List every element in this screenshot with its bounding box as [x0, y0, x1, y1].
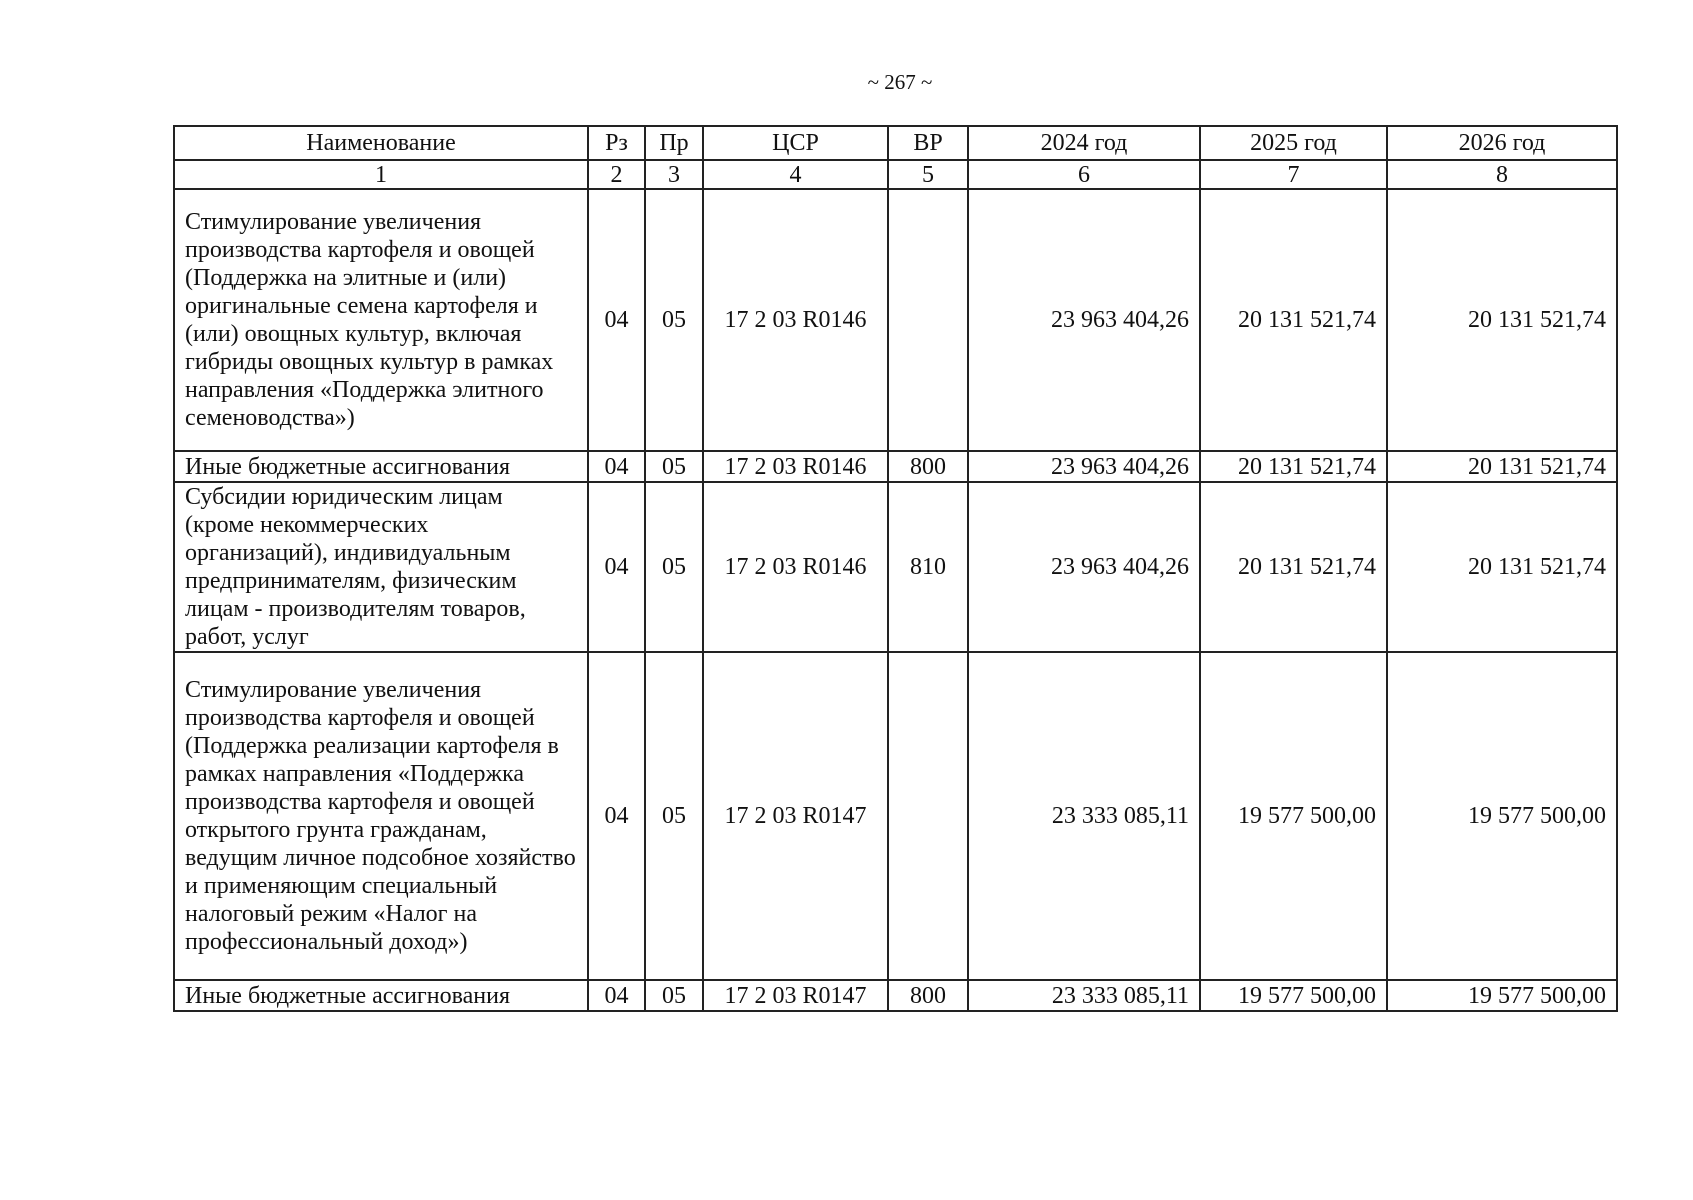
row-vr-cell: [888, 189, 968, 451]
row-csr-cell: 17 2 03 R0146: [703, 189, 888, 451]
column-number-cell: 7: [1200, 160, 1387, 189]
row-rz-cell: 04: [588, 189, 645, 451]
column-number-cell: 2: [588, 160, 645, 189]
row-rz-cell: 04: [588, 652, 645, 980]
row-vr-cell: 800: [888, 980, 968, 1011]
row-rz-cell: 04: [588, 482, 645, 652]
row-pr-cell: 05: [645, 189, 703, 451]
row-name-cell: Стимулирование увеличения производства картофеля и овощей (Поддержка на элитные и (или) оригинальные семена картофеля и (или) овощных культур, включая гибриды овощных культур в рамках направления «Поддержка элитного семеноводства»): [174, 189, 588, 451]
row-name-cell: Стимулирование увеличения производства картофеля и овощей (Поддержка реализации картофеля в рамках направления «Поддержка производства картофеля и овощей открытого грунта гражданам, ведущим личное подсобное хозяйство и применяющим специальный налоговый режим «Налог на профессиональный доход»): [174, 652, 588, 980]
table-row: [174, 451, 1617, 482]
table-row: [174, 652, 1617, 980]
row-amount-2026-cell: 19 577 500,00: [1387, 652, 1617, 980]
header-cell-rz: Рз: [588, 126, 645, 160]
header-cell-csr: ЦСР: [703, 126, 888, 160]
column-number-row: [174, 160, 1617, 189]
row-amount-2024-cell: 23 963 404,26: [968, 482, 1200, 652]
row-amount-2026-cell: 19 577 500,00: [1387, 980, 1617, 1011]
row-vr-cell: 800: [888, 451, 968, 482]
column-number-cell: 6: [968, 160, 1200, 189]
budget-table: [173, 125, 1618, 1012]
column-number-cell: 4: [703, 160, 888, 189]
table-row: [174, 980, 1617, 1011]
header-cell-pr: Пр: [645, 126, 703, 160]
column-number-cell: 5: [888, 160, 968, 189]
header-cell-vr: ВР: [888, 126, 968, 160]
row-amount-2025-cell: 20 131 521,74: [1200, 189, 1387, 451]
header-cell-2024: 2024 год: [968, 126, 1200, 160]
row-csr-cell: 17 2 03 R0147: [703, 652, 888, 980]
table-row: [174, 482, 1617, 652]
row-amount-2024-cell: 23 333 085,11: [968, 980, 1200, 1011]
row-amount-2025-cell: 20 131 521,74: [1200, 451, 1387, 482]
row-name-cell: Субсидии юридическим лицам (кроме некоммерческих организаций), индивидуальным предпринимателям, физическим лицам - производителям товаров, работ, услуг: [174, 482, 588, 652]
row-name-cell: Иные бюджетные ассигнования: [174, 980, 588, 1011]
row-name-cell: Иные бюджетные ассигнования: [174, 451, 588, 482]
page-number: ~ 267 ~: [867, 70, 933, 94]
header-cell-2026: 2026 год: [1387, 126, 1617, 160]
row-amount-2025-cell: 19 577 500,00: [1200, 980, 1387, 1011]
row-csr-cell: 17 2 03 R0146: [703, 482, 888, 652]
header-cell-name: Наименование: [174, 126, 588, 160]
column-number-cell: 3: [645, 160, 703, 189]
row-pr-cell: 05: [645, 451, 703, 482]
row-vr-cell: 810: [888, 482, 968, 652]
header-row: [174, 126, 1617, 160]
row-rz-cell: 04: [588, 980, 645, 1011]
row-amount-2024-cell: 23 963 404,26: [968, 189, 1200, 451]
header-cell-2025: 2025 год: [1200, 126, 1387, 160]
column-number-cell: 1: [174, 160, 588, 189]
row-amount-2024-cell: 23 963 404,26: [968, 451, 1200, 482]
row-amount-2025-cell: 19 577 500,00: [1200, 652, 1387, 980]
row-rz-cell: 04: [588, 451, 645, 482]
row-amount-2025-cell: 20 131 521,74: [1200, 482, 1387, 652]
row-amount-2026-cell: 20 131 521,74: [1387, 451, 1617, 482]
row-amount-2026-cell: 20 131 521,74: [1387, 482, 1617, 652]
row-vr-cell: [888, 652, 968, 980]
row-csr-cell: 17 2 03 R0146: [703, 451, 888, 482]
row-pr-cell: 05: [645, 652, 703, 980]
row-amount-2026-cell: 20 131 521,74: [1387, 189, 1617, 451]
row-amount-2024-cell: 23 333 085,11: [968, 652, 1200, 980]
row-pr-cell: 05: [645, 980, 703, 1011]
table-row: [174, 189, 1617, 451]
column-number-cell: 8: [1387, 160, 1617, 189]
row-pr-cell: 05: [645, 482, 703, 652]
row-csr-cell: 17 2 03 R0147: [703, 980, 888, 1011]
